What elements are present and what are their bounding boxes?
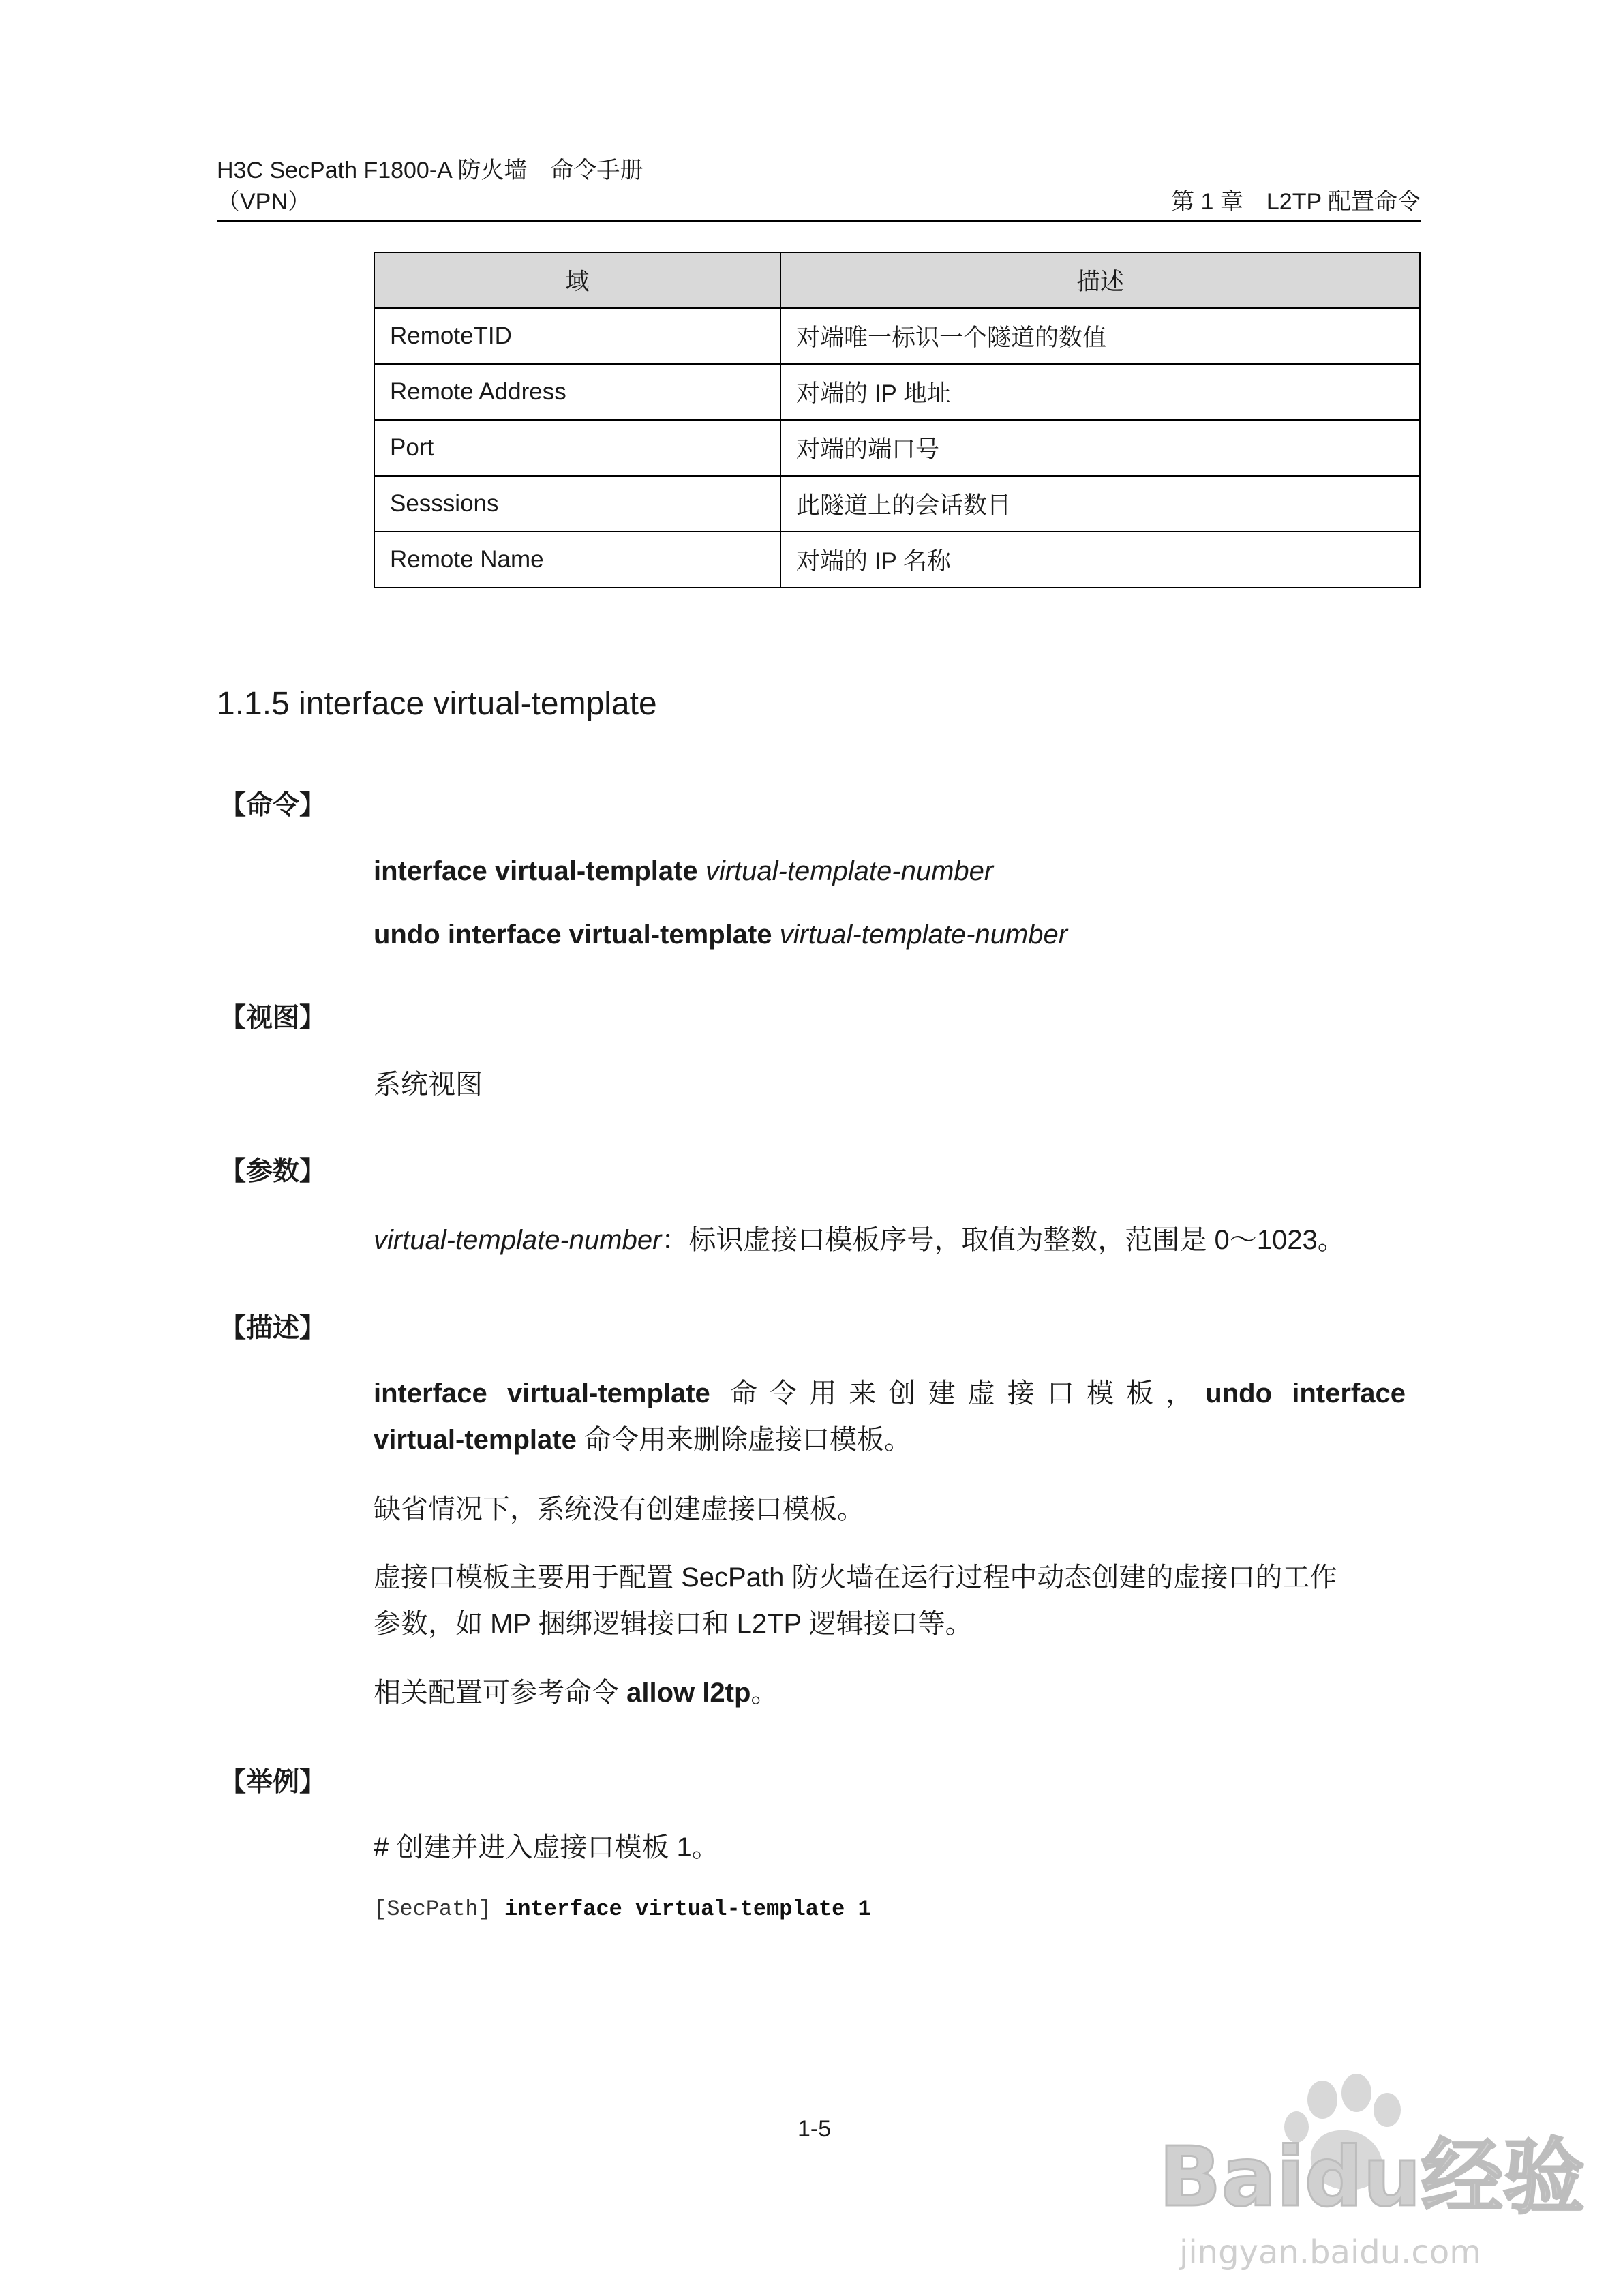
field-desc: 对端的 IP 名称 — [780, 532, 1420, 588]
field-name: Sesssions — [374, 476, 780, 532]
field-name: RemoteTID — [374, 308, 780, 364]
page-number: 1-5 — [798, 2116, 832, 2142]
desc-keyword: undo interface — [1205, 1378, 1406, 1408]
header-product: H3C SecPath F1800-A 防火墙 命令手册 — [217, 157, 643, 183]
desc-text: 。 — [750, 1678, 778, 1708]
field-table — [374, 252, 1421, 588]
desc-p4 — [374, 1670, 1406, 1716]
param-name: virtual-template-number — [374, 1225, 662, 1255]
table-header-row — [374, 252, 1420, 308]
view-text: 系统视图 — [374, 1070, 483, 1100]
desc-keyword: allow l2tp — [626, 1678, 751, 1708]
table-header-cell: 域 — [374, 252, 780, 308]
field-name: Remote Address — [374, 364, 780, 420]
desc-text: 命令用来删除虚接口模板。 — [576, 1425, 911, 1455]
field-desc: 对端的端口号 — [780, 420, 1420, 476]
desc-text: 命令用来创建虚接口模板， — [710, 1378, 1206, 1408]
param-line — [374, 1217, 1406, 1263]
field-desc: 对端唯一标识一个隧道的数值 — [780, 308, 1420, 364]
label-params: 【参数】 — [219, 1157, 327, 1186]
label-desc: 【描述】 — [219, 1314, 327, 1343]
command-line-1 — [374, 848, 1406, 894]
baidu-watermark — [1152, 2072, 1585, 2277]
field-desc: 此隧道上的会话数目 — [780, 476, 1420, 532]
param-text: ：标识虚接口模板序号，取值为整数，范围是 0～1023。 — [661, 1225, 1345, 1255]
desc-p3-line1: 虚接口模板主要用于配置 SecPath 防火墙在运行过程中动态创建的虚接口的工作 — [374, 1562, 1337, 1592]
desc-keyword: virtual-template — [374, 1425, 577, 1455]
label-example: 【举例】 — [219, 1768, 327, 1797]
command-keyword: interface virtual-template — [374, 856, 698, 886]
code-command: interface virtual-template 1 — [504, 1897, 871, 1922]
field-name: Remote Name — [374, 532, 780, 588]
table-row — [374, 532, 1420, 588]
header-volume: （VPN） — [217, 189, 311, 215]
header-rule — [217, 220, 1421, 222]
watermark-logo-text: Baidu经验 — [1159, 2130, 1585, 2225]
desc-keyword: interface virtual-template — [374, 1378, 710, 1408]
section-title: 1.1.5 interface virtual-template — [217, 686, 657, 722]
command-argument: virtual-template-number — [705, 856, 994, 886]
command-keyword: undo interface virtual-template — [374, 920, 772, 950]
table-row — [374, 308, 1420, 364]
field-name: Port — [374, 420, 780, 476]
desc-p2: 缺省情况下，系统没有创建虚接口模板。 — [374, 1494, 864, 1524]
table-row — [374, 420, 1420, 476]
example-comment: # 创建并进入虚接口模板 1。 — [374, 1832, 719, 1862]
desc-p1-line1 — [374, 1370, 1406, 1417]
desc-p3-line2: 参数，如 MP 捆绑逻辑接口和 L2TP 逻辑接口等。 — [374, 1609, 973, 1639]
header-chapter: 第 1 章 L2TP 配置命令 — [1171, 189, 1421, 215]
label-view: 【视图】 — [219, 1003, 327, 1033]
command-argument: virtual-template-number — [779, 920, 1068, 950]
table-row — [374, 476, 1420, 532]
label-command: 【命令】 — [219, 791, 327, 820]
field-desc: 对端的 IP 地址 — [780, 364, 1420, 420]
table-header-cell: 描述 — [780, 252, 1420, 308]
example-code — [374, 1897, 871, 1922]
code-prompt: [SecPath] — [374, 1897, 505, 1922]
table-row — [374, 364, 1420, 420]
baidu-paw-logo — [1152, 2072, 1585, 2277]
command-line-2 — [374, 911, 1406, 958]
watermark-url: jingyan.baidu.com — [1179, 2233, 1481, 2271]
desc-p1-line2 — [374, 1417, 1406, 1463]
desc-text: 相关配置可参考命令 — [374, 1678, 627, 1708]
